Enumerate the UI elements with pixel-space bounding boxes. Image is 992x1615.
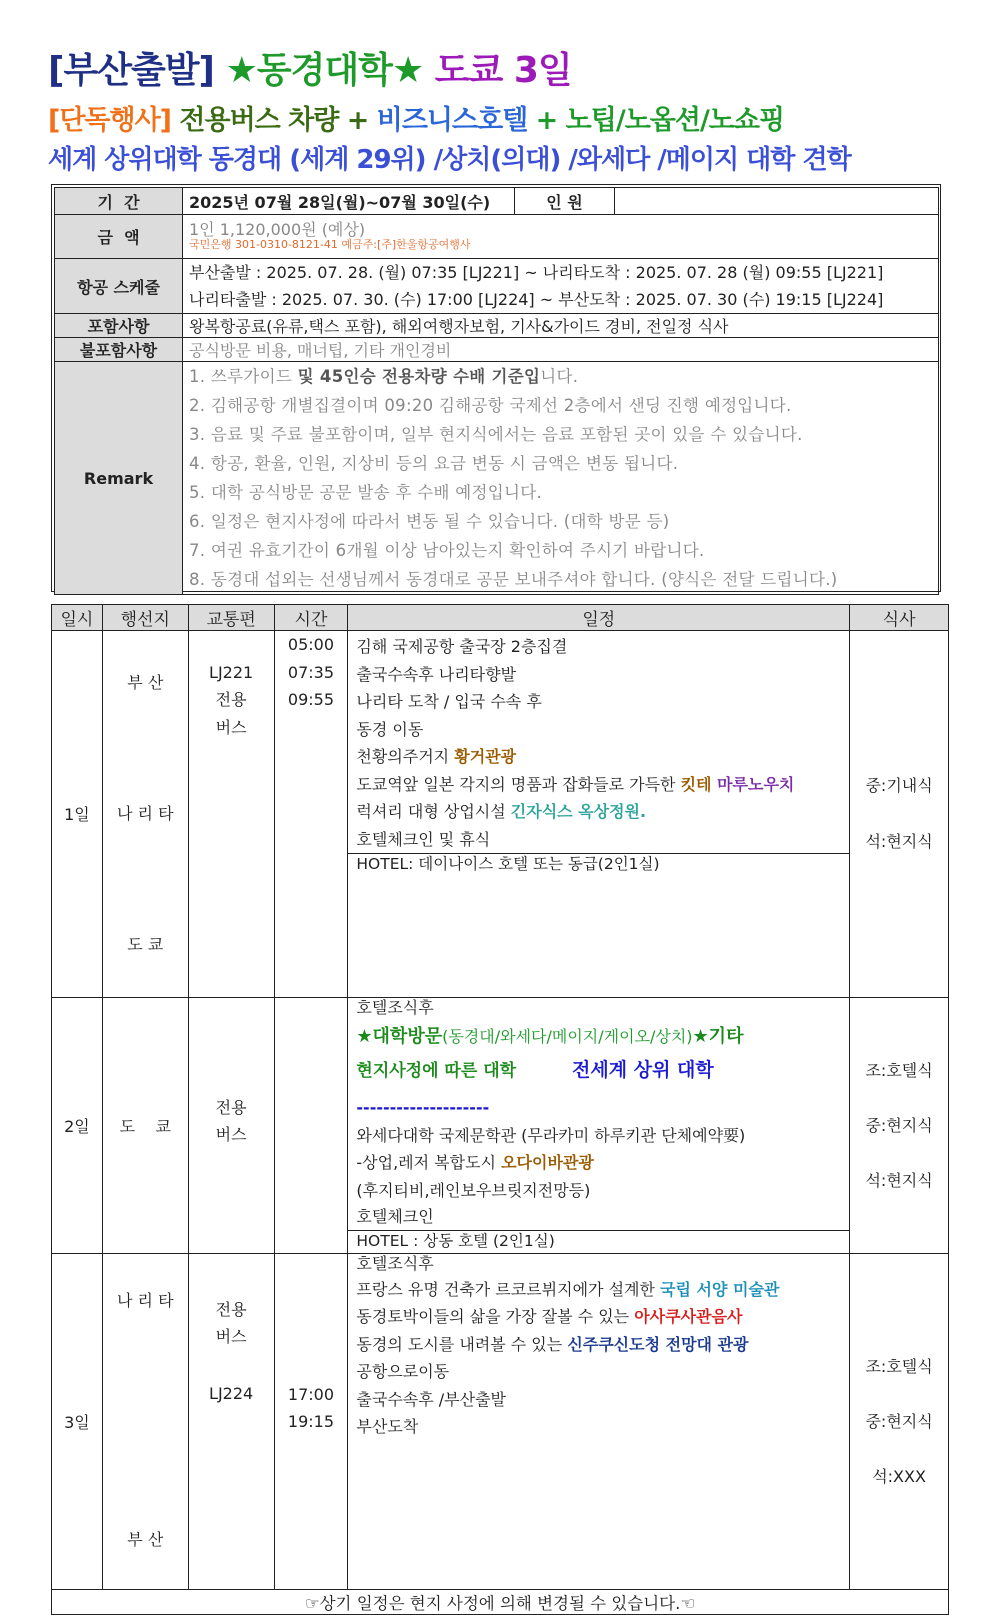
title-destination: 도쿄 3일 [434,50,572,91]
excluded-value: 공식방문 비용, 매너팁, 기타 개인경비 [183,338,939,362]
title-line-2 [48,98,784,137]
title-departure: [부산출발] [48,50,215,91]
excluded-row [55,338,939,362]
title-line-1 [48,42,572,93]
subtitle-hotel: 비즈니스호텔 [376,105,528,136]
bank-info: 국민은행 301-0310-8121-41 예금주:[주]한울항공여행사 [189,237,471,251]
excluded-label: 불포함사항 [55,338,183,362]
period-label: 기 간 [55,188,183,215]
day-2-itinerary: 호텔조식후 ★대학방문(동경대/와세다/메이지/게이오/상치)★기타 현지사정에 따른 대학 전세계 상위 대학 -------------------- 와세다대학 국제문학관 (무라카미 하루키관 단체예약要) -상업,레저 복합도시 오다이바관광 (후지티비,레인보우브릿지전망등) 호텔체크인 HOTEL : 상동 호텔 (2인1실) [348,997,850,1253]
day-3-destinations: 나 리 타 부 산 [102,1253,188,1589]
included-value: 왕복항공료(유류,택스 포함), 해외여행자보험, 기사&가이드 경비, 전일정 식사 [183,314,939,338]
day-1-hotel: HOTEL: 데이나이스 호텔 또는 동급(2인1실) [348,853,849,874]
included-row [55,314,939,338]
price-value: 1인 1,120,000원 (예상) [189,219,366,239]
day-3-meals: 조:호텔식 중:현지식 석:XXX [850,1253,949,1589]
day-2-times [274,997,348,1253]
day-2-label: 2일 [52,997,103,1253]
schedule-header-row [52,605,949,631]
subtitle-bus: 전용버스 차량 + [179,105,369,136]
remark-item: 1. 쓰루가이드 및 45인승 전용차량 수배 기준입니다. [189,367,579,386]
subtitle-notip: + 노팁/노옵션/노쇼핑 [535,105,785,136]
remark-item: 7. 여권 유효기간이 6개월 이상 남아있는지 확인하여 주시기 바랍니다. [189,541,705,560]
title-university: ★동경대학★ [225,50,424,91]
day-1-row [52,631,949,998]
day-2-hotel: HOTEL : 상동 호텔 (2인1실) [348,1230,849,1251]
day-1-itinerary: 김해 국제공항 출국장 2층집결 출국수속후 나리타향발 나리타 도착 / 입국 수속 후 동경 이동 천황의주거지 황거관광 도쿄역앞 일본 각지의 명품과 잡화들로 가득한 킷테 마루노우치 럭셔리 대형 상업시설 긴자식스 옥상정원. 호텔체크인 및 휴식 HOTEL: 데이나이스 호텔 또는 동급(2인1실) [348,631,850,998]
remark-item: 8. 동경대 섭외는 선생님께서 동경대로 공문 보내주셔야 합니다. (양식은 전달 드립니다.) [189,570,838,589]
remark-item: 3. 음료 및 주료 불포함이며, 일부 현지식에서는 음료 포함된 곳이 있을 수 있습니다. [189,425,803,444]
remark-item: 4. 항공, 환율, 인원, 지상비 등의 요금 변동 시 금액은 변동 됩니다. [189,454,679,473]
schedule-footer-note: ☞상기 일정은 현지 사정에 의해 변경될 수 있습니다.☜ [52,1589,949,1614]
day-3-label: 3일 [52,1253,103,1589]
flight-label: 항공 스케줄 [55,259,183,314]
day-1-transport: LJ221 전용 버스 [188,631,274,998]
col-header-itinerary: 일정 [348,605,850,631]
day-3-transport: 전용 버스 LJ224 [188,1253,274,1589]
day-1-destinations: 부 산 나 리 타 도 쿄 [102,631,188,998]
day-1-meals: 중:기내식 석:현지식 [850,631,949,998]
subtitle-exclusive: [단독행사] [48,105,172,136]
price-row [55,215,939,259]
col-header-destination: 행선지 [102,605,188,631]
price-cell [183,215,939,259]
schedule-table [51,604,949,1615]
remark-list [183,362,939,595]
day-2-meals: 조:호텔식 중:현지식 석:현지식 [850,997,949,1253]
remark-item: 5. 대학 공식방문 공문 발송 후 수배 예정입니다. [189,483,543,502]
day-2-destination: 도 쿄 [102,997,188,1253]
flight-return: 나리타출발 : 2025. 07. 30. (수) 17:00 [LJ224] ~ 부산도착 : 2025. 07. 30 (수) 19:15 [LJ224] [189,290,884,309]
col-header-transport: 교통편 [188,605,274,631]
title-line-3: 세계 상위대학 동경대 (세계 29위) /상치(의대) /와세다 /메이지 대학 견학 [48,145,851,175]
schedule-footer-row [52,1589,949,1614]
day-3-row [52,1253,949,1589]
flight-cell [183,259,939,314]
day-2-row [52,997,949,1253]
people-value [615,188,939,215]
flight-outbound: 부산출발 : 2025. 07. 28. (월) 07:35 [LJ221] ~ 나리타도착 : 2025. 07. 28 (월) 09:55 [LJ221] [189,263,884,282]
remark-label: Remark [55,362,183,595]
day-2-transport: 전용 버스 [188,997,274,1253]
day-1-times: 05:00 07:35 09:55 [274,631,348,998]
col-header-date: 일시 [52,605,103,631]
day-1-label: 1일 [52,631,103,998]
remark-item: 2. 김해공항 개별집결이며 09:20 김해공항 국제선 2층에서 샌딩 진행 예정입니다. [189,396,792,415]
remark-item: 6. 일정은 현지사정에 따라서 변동 될 수 있습니다. (대학 방문 등) [189,512,670,531]
day-3-times: 17:00 19:15 [274,1253,348,1589]
price-label: 금 액 [55,215,183,259]
period-row [55,188,939,215]
people-label: 인 원 [515,188,615,215]
col-header-time: 시간 [274,605,348,631]
day-3-itinerary: 호텔조식후 프랑스 유명 건축가 르코르뷔지에가 설계한 국립 서양 미술관 동경토박이들의 삶을 가장 잘볼 수 있는 아사쿠사관음사 동경의 도시를 내려볼 수 있는 신주쿠신도청 전망대 관광 공항으로이동 출국수속후 /부산출발 부산도착 [348,1253,850,1589]
included-label: 포함사항 [55,314,183,338]
period-value: 2025년 07월 28일(월)~07월 30일(수) [183,188,515,215]
info-table [54,187,939,595]
remark-row [55,362,939,595]
col-header-meals: 식사 [850,605,949,631]
flight-row [55,259,939,314]
